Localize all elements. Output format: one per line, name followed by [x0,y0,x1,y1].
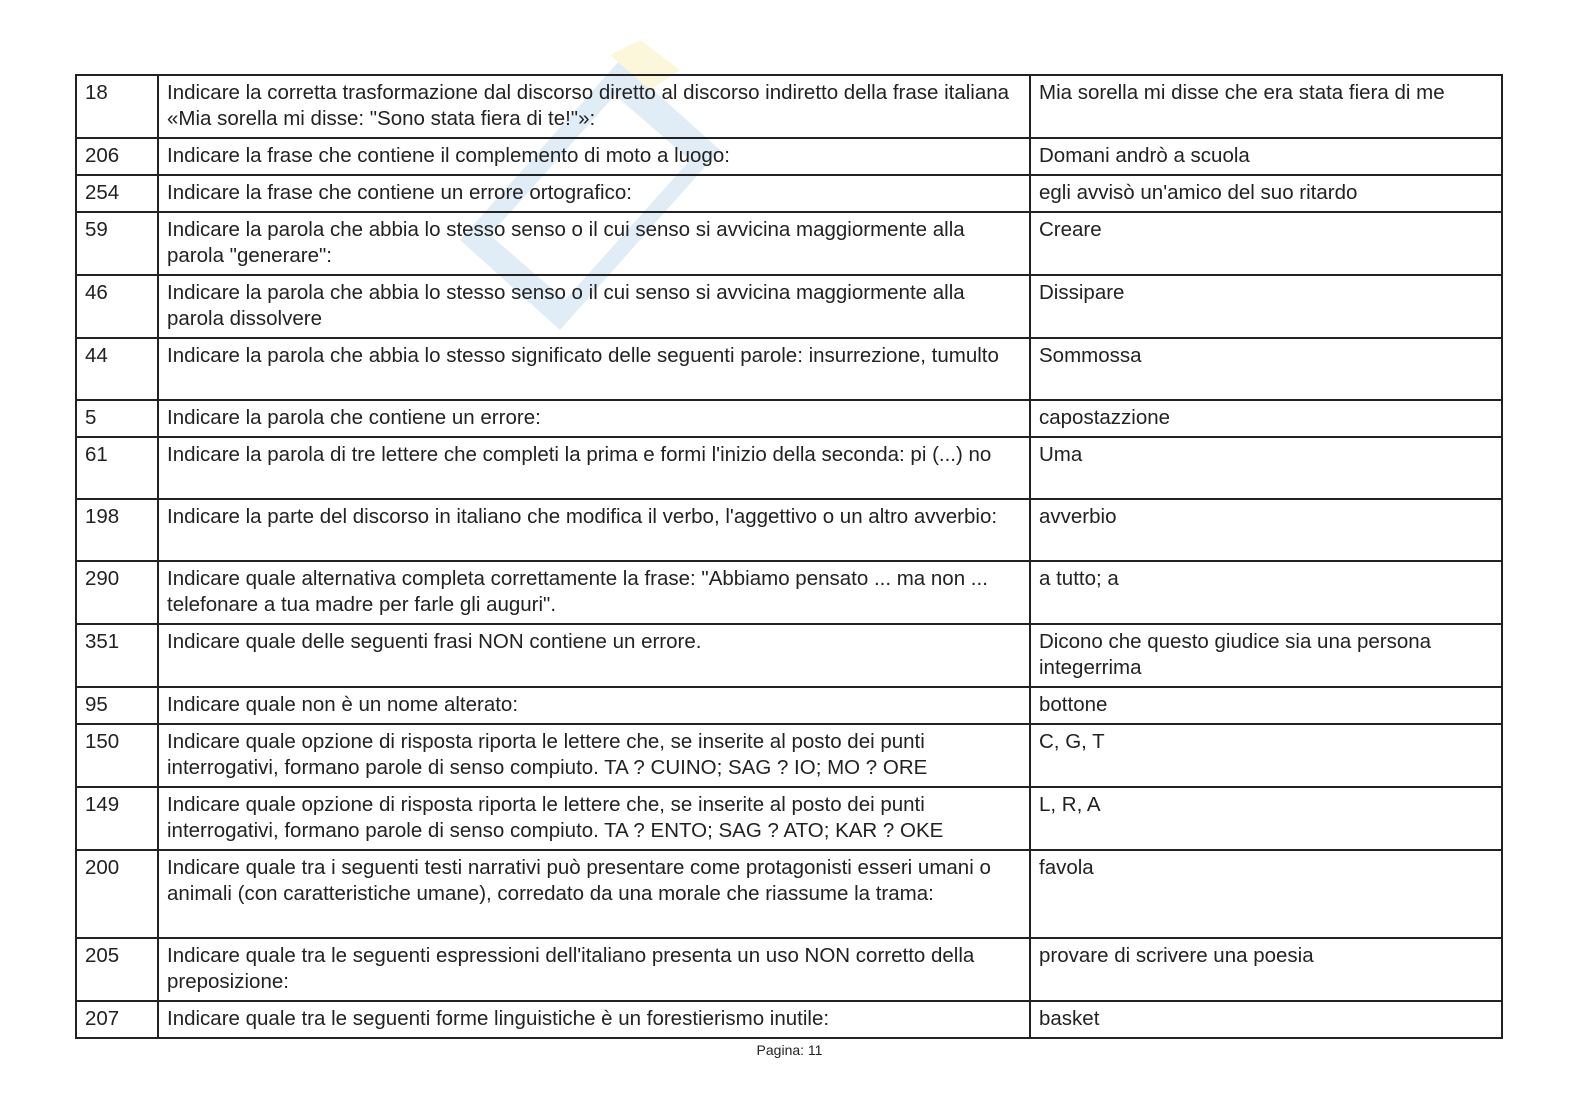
question-id: 206 [76,138,158,175]
table-row [76,787,1502,850]
question-text: Indicare quale opzione di risposta riporta le lettere che, se inserite al posto dei punti interrogativi, formano parole di senso compiuto. TA ? CUINO; SAG ? IO; MO ? ORE [158,724,1030,787]
question-text: Indicare la parola che abbia lo stesso senso o il cui senso si avvicina maggiormente alla parola "generare": [158,212,1030,275]
question-id: 59 [76,212,158,275]
question-text: Indicare quale delle seguenti frasi NON contiene un errore. [158,624,1030,687]
answer-text: basket [1030,1001,1502,1038]
question-id: 46 [76,275,158,338]
table-row [76,400,1502,437]
question-text: Indicare la parola di tre lettere che completi la prima e formi l'inizio della seconda: pi (...) no [158,437,1030,499]
question-id: 207 [76,1001,158,1038]
table-row [76,338,1502,400]
question-text: Indicare la parola che abbia lo stesso senso o il cui senso si avvicina maggiormente alla parola dissolvere [158,275,1030,338]
answer-text: favola [1030,850,1502,938]
question-id: 149 [76,787,158,850]
answer-text: provare di scrivere una poesia [1030,938,1502,1001]
question-text: Indicare la frase che contiene un errore ortografico: [158,175,1030,212]
question-id: 61 [76,437,158,499]
question-text: Indicare la frase che contiene il complemento di moto a luogo: [158,138,1030,175]
question-text: Indicare la corretta trasformazione dal discorso diretto al discorso indiretto della frase italiana «Mia sorella mi disse: "Sono stata fiera di te!"»: [158,75,1030,138]
question-text: Indicare quale tra le seguenti espressioni dell'italiano presenta un uso NON corretto della preposizione: [158,938,1030,1001]
question-id: 254 [76,175,158,212]
question-text: Indicare quale opzione di risposta riporta le lettere che, se inserite al posto dei punti interrogativi, formano parole di senso compiuto. TA ? ENTO; SAG ? ATO; KAR ? OKE [158,787,1030,850]
table-row [76,138,1502,175]
answer-text: C, G, T [1030,724,1502,787]
answer-text: capostazzione [1030,400,1502,437]
table-row [76,938,1502,1001]
answer-text: Domani andrò a scuola [1030,138,1502,175]
question-text: Indicare quale tra le seguenti forme linguistiche è un forestierismo inutile: [158,1001,1030,1038]
table-row [76,212,1502,275]
answer-text: a tutto; a [1030,561,1502,624]
questions-table [75,74,1503,1039]
table-row [76,561,1502,624]
table-row [76,687,1502,724]
question-text: Indicare quale tra i seguenti testi narrativi può presentare come protagonisti esseri umani o animali (con caratteristiche umane), corredato da una morale che riassume la trama: [158,850,1030,938]
question-id: 351 [76,624,158,687]
question-text: Indicare la parola che contiene un errore: [158,400,1030,437]
question-id: 95 [76,687,158,724]
answer-text: Mia sorella mi disse che era stata fiera di me [1030,75,1502,138]
table-row [76,850,1502,938]
answer-text: Creare [1030,212,1502,275]
table-row [76,499,1502,561]
table-row [76,1001,1502,1038]
answer-text: bottone [1030,687,1502,724]
answer-text: Uma [1030,437,1502,499]
question-id: 200 [76,850,158,938]
table-row [76,624,1502,687]
question-id: 18 [76,75,158,138]
table-row [76,437,1502,499]
question-id: 205 [76,938,158,1001]
table-row [76,175,1502,212]
question-text: Indicare la parte del discorso in italiano che modifica il verbo, l'aggettivo o un altro avverbio: [158,499,1030,561]
page-number: Pagina: 11 [756,1042,823,1058]
question-id: 290 [76,561,158,624]
answer-text: Dicono che questo giudice sia una persona integerrima [1030,624,1502,687]
table-row [76,724,1502,787]
answer-text: egli avvisò un'amico del suo ritardo [1030,175,1502,212]
question-id: 5 [76,400,158,437]
question-text: Indicare quale alternativa completa correttamente la frase: "Abbiamo pensato ... ma non ... telefonare a tua madre per farle gli auguri". [158,561,1030,624]
question-id: 198 [76,499,158,561]
answer-text: Sommossa [1030,338,1502,400]
question-text: Indicare quale non è un nome alterato: [158,687,1030,724]
question-id: 44 [76,338,158,400]
answer-text: avverbio [1030,499,1502,561]
table-row [76,75,1502,138]
answer-text: L, R, A [1030,787,1502,850]
table-row [76,275,1502,338]
answer-text: Dissipare [1030,275,1502,338]
question-text: Indicare la parola che abbia lo stesso significato delle seguenti parole: insurrezione, tumulto [158,338,1030,400]
question-id: 150 [76,724,158,787]
